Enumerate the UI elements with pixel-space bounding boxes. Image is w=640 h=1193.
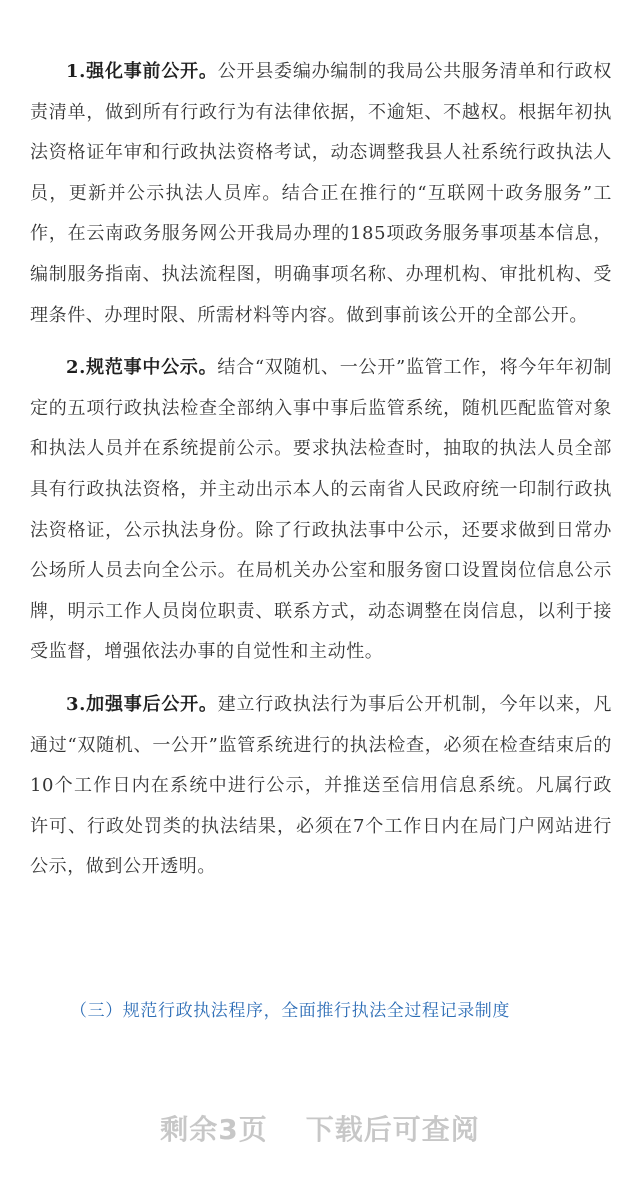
paragraph-3-body: 建立行政执法行为事后公开机制，今年以来，凡通过“双随机、一公开”监管系统进行的执法检查，必须在检查结束后的10个工作日内在系统中进行公示，并推送至信用信息系统。凡属行政许可、行政处罚类的执法结果，必须在7个工作日内在局门户网站进行公示，做到公开透明。 [30, 693, 612, 878]
paragraph-1-lead: 1.强化事前公开。 [66, 61, 218, 82]
paragraph-3-lead: 3.加强事后公开。 [66, 693, 218, 715]
paragraph-2-lead: 2.规范事中公示。 [66, 357, 218, 379]
paragraph-2-body: 结合“双随机、一公开”监管工作，将今年年初制定的五项行政执法检查全部纳入事中事后监管系统，随机匹配监管对象和执法人员并在系统提前公示。要求执法检查时，抽取的执法人员全部具有行政执法资格，并主动出示本人的云南省人民政府统一印制行政执法资格证，公示执法身份。除了行政执法事中公示，还要求做到日常办公场所人员去向全公示。在局机关办公室和服务窗口设置岗位信息公示牌，明示工作人员岗位职责、联系方式，动态调整在岗信息，以利于接受监督，增强依法办事的自觉性和主动性。 [30, 357, 612, 663]
download-to-view-text: 下载后可查阅 [305, 1113, 480, 1146]
section-subheading: （三）规范行政执法程序，全面推行执法全过程记录制度 [70, 1001, 510, 1021]
paragraph-1-body: 公开县委编办编制的我局公共服务清单和行政权责清单，做到所有行政行为有法律依据，不逾矩、不越权。根据年初执法资格证年审和行政执法资格考试，动态调整我县人社系统行政执法人员，更新并公示执法人员库。结合正在推行的“互联网十政务服务”工作，在云南政务服务网公开我局办理的185项政务服务事项基本信息，编制服务指南、执法流程图，明确事项名称、办理机构、审批机构、受理条件、办理时限、所需材料等内容。做到事前该公开的全部公开。 [30, 61, 612, 326]
remaining-pages-text: 剩余3页 [160, 1113, 268, 1146]
remaining-pages-banner[interactable] [0, 1108, 640, 1148]
paragraph-3 [30, 685, 612, 888]
paragraph-2 [30, 348, 612, 673]
paragraph-1 [30, 52, 612, 336]
document-body [30, 52, 612, 900]
